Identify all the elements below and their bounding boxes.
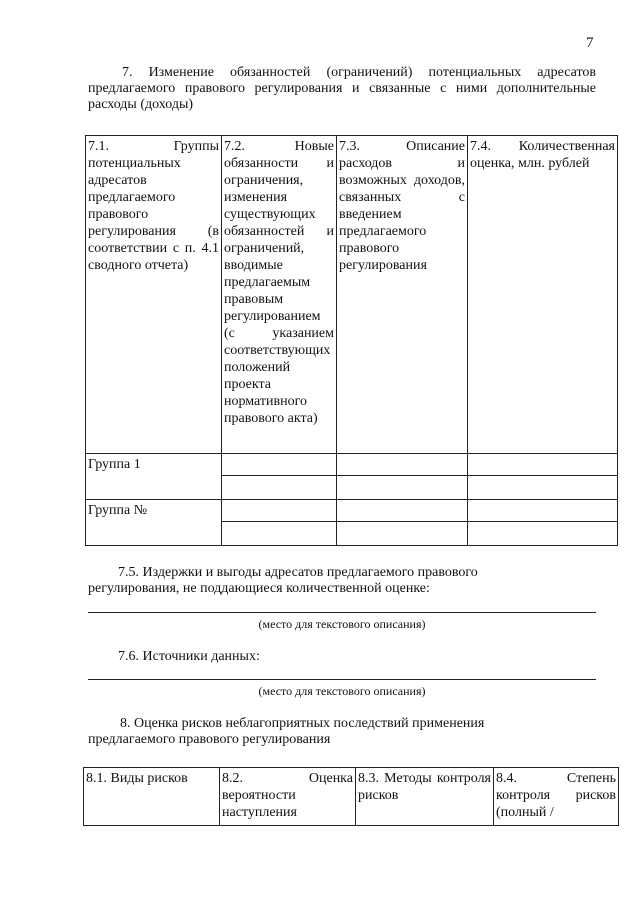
item-7-5-line-1: 7.5. Издержки и выгоды адресатов предлагаемого правового: [118, 565, 478, 580]
obligations-table: [85, 135, 618, 546]
item-7-5: [88, 565, 596, 597]
table-row: [86, 454, 618, 476]
section-7-heading-line-3: расходы (доходы): [88, 97, 194, 112]
obligations-table-header-row: [86, 136, 618, 454]
section-8-heading: [88, 716, 596, 748]
section-8-heading-line-2: предлагаемого правового регулирования: [88, 732, 331, 747]
item-7-5-caption: (место для текстового описания): [258, 617, 426, 631]
item-7-6: 7.6. Источники данных:: [118, 649, 260, 664]
group-n-quant-cell-a: [468, 500, 618, 522]
group-1-expenses-cell-b: [337, 476, 468, 500]
section-8-heading-line-1: 8. Оценка рисков неблагоприятных последствий применения: [120, 716, 485, 731]
risks-col-methods: 8.3. Методы контроля рисков: [356, 768, 494, 826]
section-7-heading: [88, 65, 596, 113]
group-n-duties-cell-a: [222, 500, 337, 522]
obligations-col-new-duties: 7.2. Новые обязанности и ограничения, изменения существующих обязанностей и ограничений, вводимые предлагаемым правовым регулированием (с указанием соответствующих положений проекта нормативного правового акта): [222, 136, 337, 454]
table-row: [86, 500, 618, 522]
group-1-quant-cell-b: [468, 476, 618, 500]
section-7-heading-line-1: 7. Изменение обязанностей (ограничений) потенциальных адресатов: [122, 65, 596, 80]
risks-col-control-degree: 8.4. Степень контроля рисков (полный /: [494, 768, 619, 826]
group-1-cell: Группа 1: [86, 454, 222, 500]
item-7-6-caption: (место для текстового описания): [258, 684, 426, 698]
group-1-duties-cell-b: [222, 476, 337, 500]
group-1-expenses-cell-a: [337, 454, 468, 476]
page-number: 7: [586, 35, 594, 51]
item-7-5-line-2: регулирования, не поддающиеся количественной оценке:: [88, 581, 430, 596]
risks-table-header-row: [84, 768, 619, 826]
risks-table: [83, 767, 619, 826]
group-1-duties-cell-a: [222, 454, 337, 476]
risks-col-types: 8.1. Виды рисков: [84, 768, 220, 826]
risks-col-probability: 8.2. Оценка вероятности наступления: [220, 768, 356, 826]
group-n-expenses-cell-a: [337, 500, 468, 522]
item-7-5-text-line: [88, 612, 596, 613]
group-1-quant-cell-a: [468, 454, 618, 476]
group-n-duties-cell-b: [222, 522, 337, 546]
obligations-col-groups: 7.1. Группы потенциальных адресатов предлагаемого правового регулирования (в соответствии с п. 4.1 сводного отчета): [86, 136, 222, 454]
obligations-col-quantitative: 7.4. Количественная оценка, млн. рублей: [468, 136, 618, 454]
group-n-expenses-cell-b: [337, 522, 468, 546]
obligations-col-expenses: 7.3. Описание расходов и возможных доходов, связанных с введением предлагаемого правового регулирования: [337, 136, 468, 454]
item-7-6-text-line: [88, 679, 596, 680]
section-7-heading-line-2: предлагаемого правового регулирования и связанные с ними дополнительные: [88, 81, 596, 96]
group-n-quant-cell-b: [468, 522, 618, 546]
group-n-cell: Группа №: [86, 500, 222, 546]
